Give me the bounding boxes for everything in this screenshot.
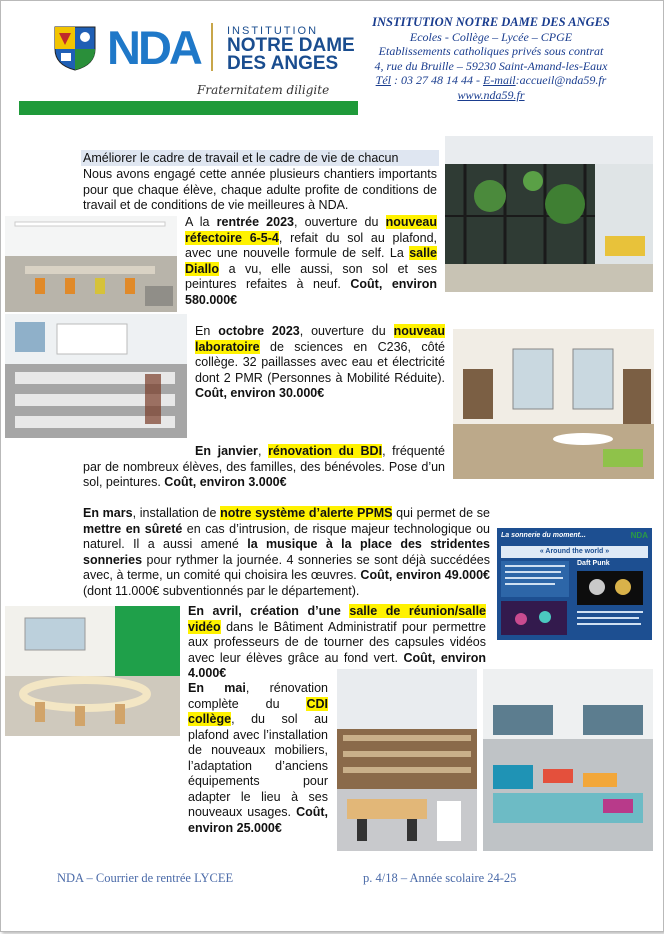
text: de sciences en C236, côté collège. 32 paillasses avec eau et électricité dont 2 PMR (Personnes à Mobilité Réduite). <box>195 339 445 385</box>
email-label[interactable]: E-mail <box>482 73 516 87</box>
photo-bdi <box>453 329 654 479</box>
institution-name-line-1: NOTRE DAME <box>227 35 355 56</box>
poster-title: La sonnerie du moment... <box>501 532 586 539</box>
contact-name: INSTITUTION NOTRE DAME DES ANGES <box>372 15 610 29</box>
bdi-illustration <box>453 329 654 479</box>
highlight-cdi: CDI collège <box>188 696 328 726</box>
institution-label: INSTITUTION <box>227 25 319 37</box>
text: dans le Bâtiment Administratif pour permettre aux professeurs de de tourner des capsules vidéos avec leur élèves grâce au fond vert. <box>188 619 486 665</box>
bdi-paragraph <box>83 444 445 491</box>
contact-levels: Ecoles - Collège – Lycée – CPGE <box>409 29 573 44</box>
date-mai: En mai <box>188 681 246 695</box>
intro-paragraph: Nous avons engagé cette année plusieurs chantiers importants pour que chaque élève, chaque adulte profite de conditions de travail et de conditions de vie meilleures à NDA. <box>83 167 437 212</box>
cost-laboratoire: Coût, environ 30.000€ <box>195 386 325 400</box>
highlight-salle-diallo: salle Diallo <box>185 246 437 276</box>
header-green-bar <box>19 101 358 115</box>
cost-refectoire: Coût, environ 580.000€ <box>185 277 437 307</box>
cost-ppms: Coût, environ 49.000€ <box>360 568 490 582</box>
tel-value: : 03 27 48 14 44 - <box>393 73 480 87</box>
photo-cdi-1 <box>337 669 477 851</box>
date-janvier: En janvier <box>195 444 258 458</box>
date-mars: En mars <box>83 506 133 520</box>
footer-right: p. 4/18 – Année scolaire 24-25 <box>363 871 517 885</box>
laboratory-illustration <box>5 314 187 438</box>
refectory-illustration <box>5 216 177 312</box>
text: A la <box>185 215 217 229</box>
photo-refectory <box>5 216 177 312</box>
logo-separator <box>211 23 213 71</box>
highlight-salle-reunion: salle de réunion/salle vidéo <box>188 604 486 634</box>
mettre-en-surete: mettre en sûreté <box>83 521 183 536</box>
highlight-refectoire: nouveau réfectoire 6-5-4 <box>185 215 437 245</box>
date-rentree-2023: rentrée 2023 <box>216 215 294 229</box>
contact-address: 4, rue du Bruille – 59230 Saint-Amand-les-Eaux <box>374 58 608 73</box>
text: , <box>257 444 269 458</box>
poster-logo: NDA <box>630 531 648 540</box>
contact-block <box>341 15 641 102</box>
email-value[interactable]: :accueil@nda59.fr <box>515 73 607 87</box>
cdi-illustration-1 <box>337 669 477 851</box>
text: , refait du sol au plafond, avec une nouvelle formule de self. La <box>185 230 437 260</box>
text: pour rythmer la journée. 4 sonneries se sont déjà succédées avec, à terme, un comité qui choisira les œuvres. <box>83 552 490 582</box>
text: qui permet de se <box>392 506 490 520</box>
text: , fréquenté par de nombreux élèves, des familles, des bénévoles. Pose d’un sol, peintures. <box>83 444 446 489</box>
highlight-bdi: rénovation du BDI <box>268 444 383 458</box>
motto: Fraternitatem diligite <box>197 83 330 97</box>
cost-cdi: Coût, environ 25.000€ <box>188 805 328 835</box>
text: , ouverture du <box>293 215 386 229</box>
institution-name-line-2: DES ANGES <box>227 53 339 74</box>
nda-logo <box>107 21 200 74</box>
coat-of-arms-icon <box>53 25 97 71</box>
text: (dont 11.000€ subventionnés par le département). <box>83 583 360 598</box>
text: , du sol au plafond avec l’installation de nouveaux mobiliers, l’adaptation d’anciens équipements pour adapter le lieu à ses nouveaux usages. <box>188 712 328 819</box>
poster-artist: Daft Punk <box>577 560 610 567</box>
photo-greenhouse <box>445 136 653 292</box>
institution-name <box>227 37 355 73</box>
logo-text: NDA <box>107 21 200 74</box>
text: , installation de <box>132 506 221 520</box>
text: En <box>195 324 219 338</box>
section-title: Améliorer le cadre de travail et le cadre de vie de chacun <box>81 150 439 166</box>
text: , rénovation complète du <box>188 681 328 711</box>
poster-illustration <box>501 561 648 637</box>
contact-status: Etablissements catholiques privés sous contrat <box>378 44 604 58</box>
cost-salle-reunion: Coût, environ 4.000€ <box>188 650 486 680</box>
highlight-laboratoire: nouveau laboratoire <box>195 324 445 354</box>
text: en cas d’intrusion, de risque majeur technologique ou naturel. Il a aussi amené <box>83 521 490 551</box>
cdi-illustration-2 <box>483 669 653 851</box>
contact-phone-email <box>341 73 641 88</box>
poster-song: « Around the world » <box>501 546 648 558</box>
meeting-room-illustration <box>5 606 180 736</box>
cost-bdi: Coût, environ 3.000€ <box>164 475 287 489</box>
laboratory-paragraph <box>195 324 445 402</box>
text: a vu, elle aussi, son sol et ses peintures refaites à neuf. <box>185 261 437 291</box>
ringtone-poster <box>497 528 652 640</box>
cdi-paragraph-top <box>188 681 328 836</box>
photo-cdi-2 <box>483 669 653 851</box>
photo-laboratory <box>5 314 187 438</box>
date-avril: En avril, création d’une <box>188 604 350 618</box>
highlight-ppms: notre système d’alerte PPMS <box>220 506 393 520</box>
date-octobre-2023: octobre 2023 <box>218 324 300 338</box>
footer-left: NDA – Courrier de rentrée LYCEE <box>57 871 234 885</box>
text: , ouverture du <box>299 324 394 338</box>
refectory-paragraph <box>185 215 437 308</box>
website-link[interactable]: www.nda59.fr <box>457 87 525 102</box>
musique-sonneries: la musique à la place des stridentes sonneries <box>83 537 490 567</box>
photo-meeting-room <box>5 606 180 736</box>
greenhouse-illustration <box>445 136 653 292</box>
tel-label: Tél <box>375 73 391 87</box>
ppms-paragraph <box>83 506 490 599</box>
